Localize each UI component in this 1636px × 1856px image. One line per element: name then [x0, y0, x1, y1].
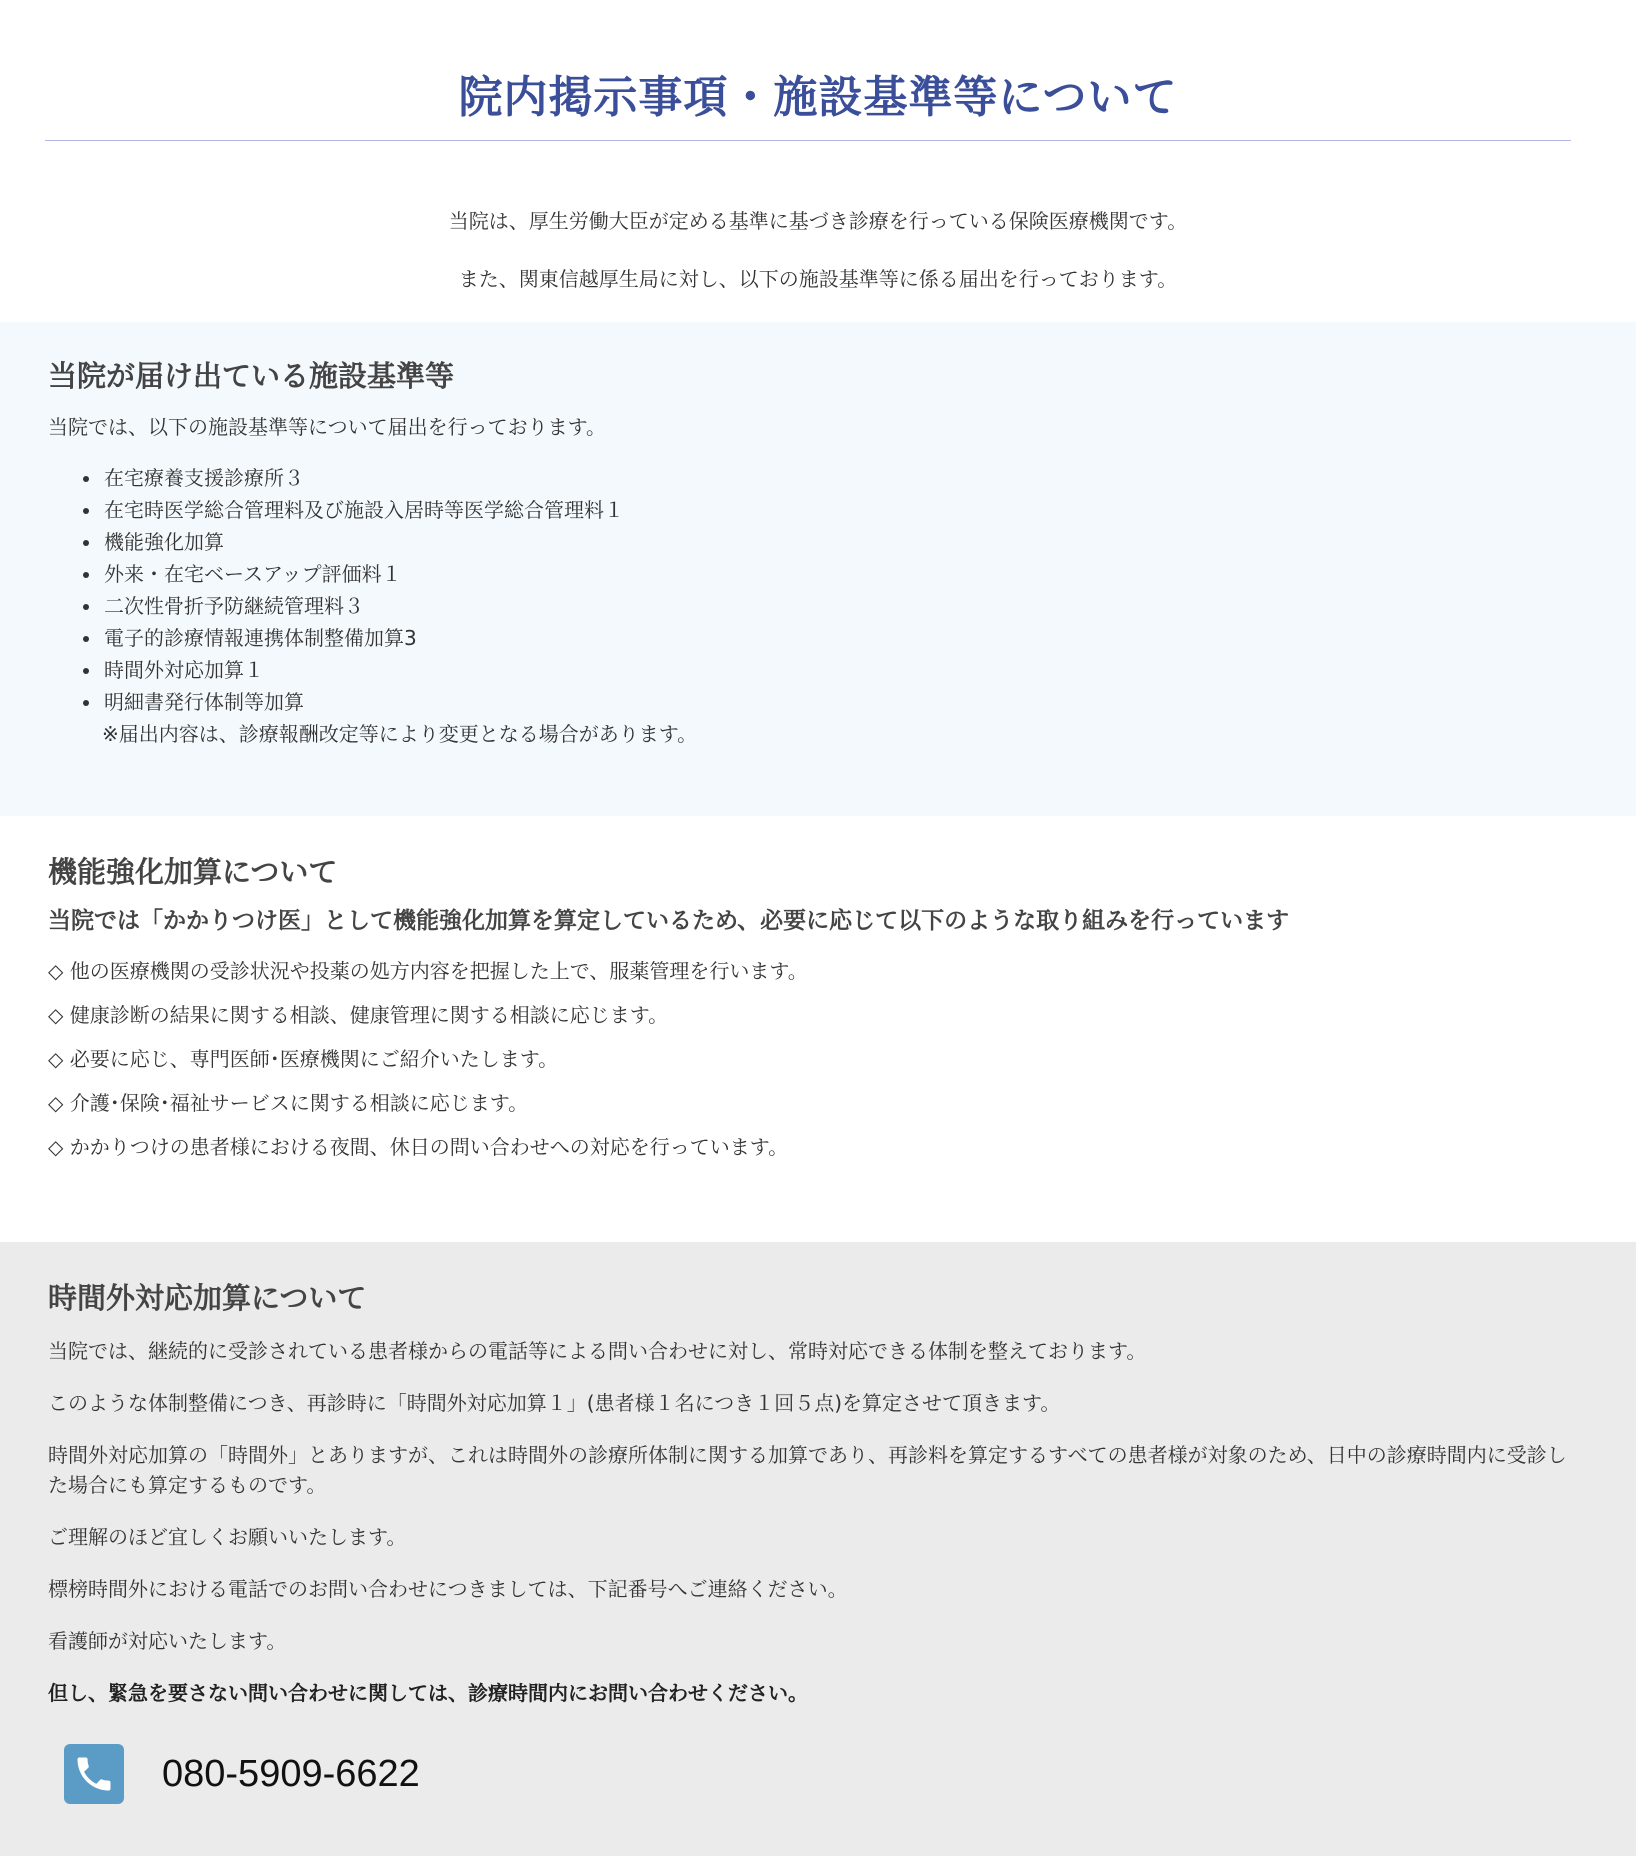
paragraph: 看護師が対応いたします。 — [48, 1629, 287, 1653]
section-subtitle: 当院では「かかりつけ医」として機能強化加算を算定しているため、必要に応じて以下のような取り組みを行っています — [48, 908, 1290, 934]
intro-line-2: また、関東信越厚生局に対し、以下の施設基準等に係る届出を行っております。 — [458, 267, 1178, 291]
paragraph: 時間外対応加算の「時間外」とありますが、これは時間外の診療所体制に関する加算であり、再診料を算定するすべての患者様が対象のため、日中の診療時間内に受診した場合にも算定するものです。 — [48, 1443, 1567, 1497]
paragraph: 標榜時間外における電話でのお問い合わせにつきましては、下記番号へご連絡ください。 — [48, 1577, 848, 1601]
list-item: • 在宅療養支援診療所３ — [102, 462, 1576, 494]
page-header — [0, 0, 1636, 322]
list-item: ◇ かかりつけの患者様における夜間、休日の問い合わせへの対応を行っています。 — [48, 1135, 789, 1159]
list-item: ◇ 健康診断の結果に関する相談、健康管理に関する相談に応じます。 — [48, 1003, 669, 1027]
phone-contact[interactable] — [64, 1744, 1576, 1804]
standards-note: ※届出内容は、診療報酬改定等により変更となる場合があります。 — [102, 722, 698, 746]
paragraph: ご理解のほど宜しくお願いいたします。 — [48, 1525, 407, 1549]
list-item: • 在宅時医学総合管理料及び施設入居時等医学総合管理料１ — [102, 494, 1576, 526]
paragraph: 当院では、継続的に受診されている患者様からの電話等による問い合わせに対し、常時対応できる体制を整えております。 — [48, 1339, 1147, 1363]
list-item: ◇ 必要に応じ、専門医師･医療機関にご紹介いたします。 — [48, 1047, 559, 1071]
standards-list — [48, 462, 1576, 718]
list-item: • 外来・在宅ベースアップ評価料１ — [102, 558, 1576, 590]
list-item: • 時間外対応加算１ — [102, 654, 1576, 686]
list-item: • 二次性骨折予防継続管理料３ — [102, 590, 1576, 622]
list-item: • 電子的診療情報連携体制整備加算3 — [102, 622, 1576, 654]
after-hours-section — [0, 1242, 1636, 1856]
phone-icon-glyph — [72, 1752, 116, 1796]
section-title: 時間外対応加算について — [48, 1281, 367, 1315]
function-enhancement-section — [0, 816, 1636, 1242]
phone-icon — [64, 1744, 124, 1804]
facility-standards-section — [0, 322, 1636, 816]
section-title: 機能強化加算について — [48, 855, 338, 889]
title-divider — [45, 140, 1571, 141]
function-items — [48, 956, 1576, 1162]
list-item: ◇ 他の医療機関の受診状況や投薬の処方内容を把握した上で、服薬管理を行います。 — [48, 959, 808, 983]
section-intro: 当院では、以下の施設基準等について届出を行っております。 — [48, 415, 606, 439]
list-item: ◇ 介護･保険･福祉サービスに関する相談に応じます。 — [48, 1091, 529, 1115]
bold-note: 但し、緊急を要さない問い合わせに関しては、診療時間内にお問い合わせください。 — [48, 1681, 808, 1705]
phone-number[interactable]: 080-5909-6622 — [162, 1753, 420, 1795]
paragraph: このような体制整備につき、再診時に「時間外対応加算１」(患者様１名につき１回５点)を算定させて頂きます。 — [48, 1391, 1061, 1415]
list-item: • 明細書発行体制等加算 — [102, 686, 1576, 718]
intro-text — [0, 207, 1636, 293]
intro-line-1: 当院は、厚生労働大臣が定める基準に基づき診療を行っている保険医療機関です。 — [448, 209, 1188, 233]
list-item: • 機能強化加算 — [102, 526, 1576, 558]
page-title: 院内掲示事項・施設基準等について — [458, 72, 1178, 123]
section-title: 当院が届け出ている施設基準等 — [48, 359, 455, 393]
